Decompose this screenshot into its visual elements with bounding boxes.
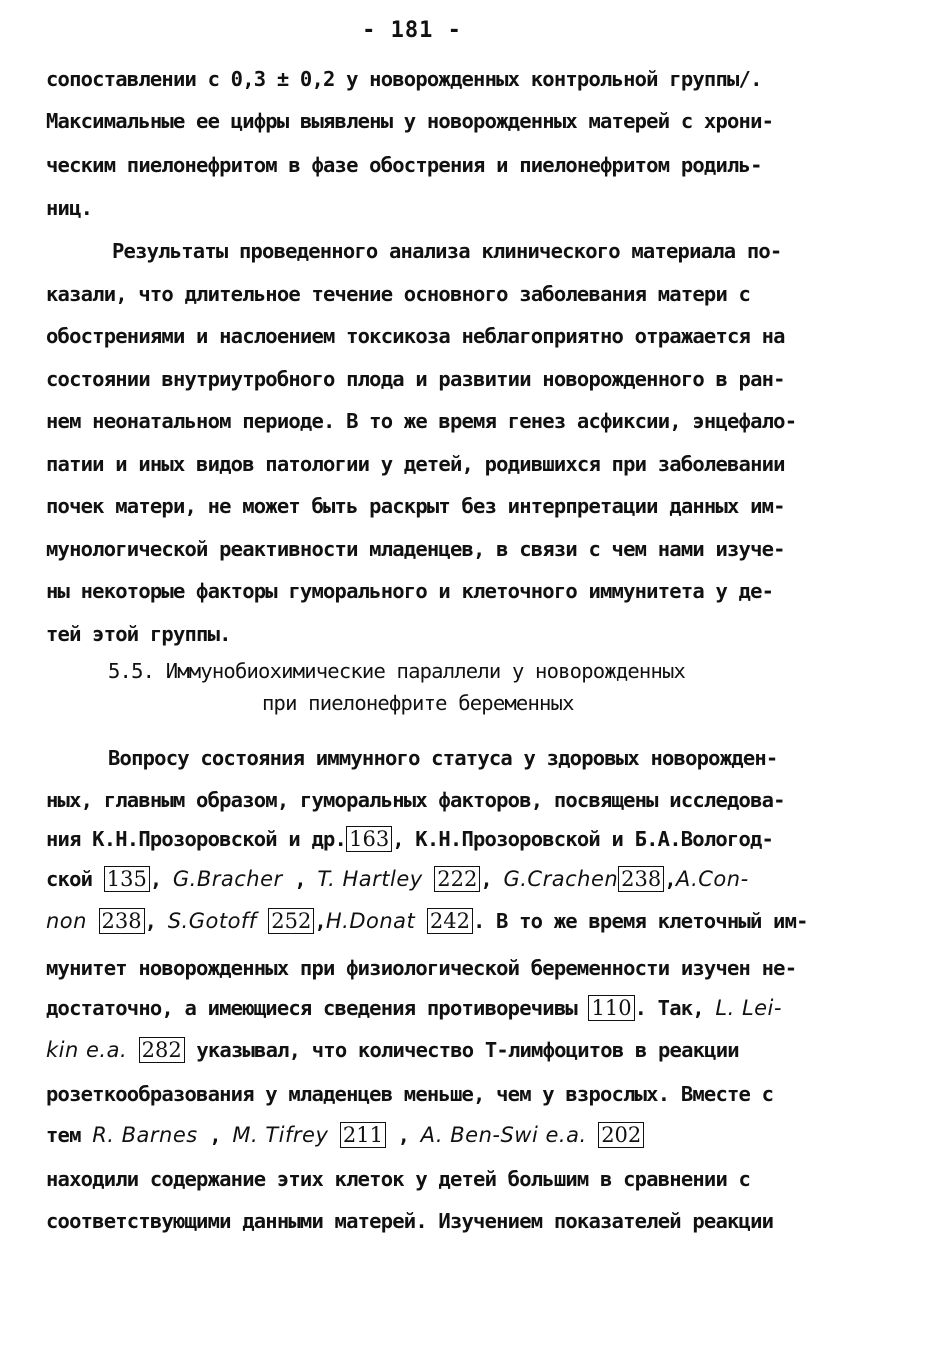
text-line: ческим пиелонефритом в фазе обострения и пиелонефритом родиль- — [46, 153, 762, 177]
text-segment: ской — [46, 867, 93, 891]
text-segment: , — [664, 867, 676, 891]
text-line: нем неонатальном периоде. В то же время генез асфиксии, энцефало- — [46, 409, 797, 433]
text-line: ниц. — [46, 196, 93, 220]
text-line: мунологической реактивности младенцев, в связи с чем нами изуче- — [46, 537, 785, 561]
citation-ref: 222 — [434, 866, 480, 892]
text-segment: . В то же время клеточный им- — [472, 909, 808, 933]
handwritten-author: A. Ben-Swi e.a. — [420, 1123, 587, 1147]
text-segment: , К.Н.Прозоровской и Б.А.Вологод- — [392, 827, 774, 851]
citation-ref: 135 — [104, 866, 150, 892]
text-line: находили содержание этих клеток у детей большим в сравнении с — [46, 1167, 751, 1191]
citation-ref: 211 — [340, 1122, 386, 1148]
text-line-citations — [46, 908, 808, 934]
text-segment: , — [397, 1123, 410, 1147]
text-segment: , — [209, 1123, 221, 1147]
text-line-citations — [46, 995, 782, 1021]
citation-ref: 252 — [268, 908, 314, 934]
text-line-citations — [46, 826, 773, 852]
citation-ref: 242 — [427, 908, 473, 934]
text-segment: ния К.Н.Прозоровской и др. — [46, 827, 347, 851]
handwritten-author: M. Tifrey — [232, 1123, 329, 1147]
text-line: соответствующими данными матерей. Изучением показателей реакции — [46, 1209, 774, 1233]
citation-ref: 238 — [618, 866, 664, 892]
text-line: состоянии внутриутробного плода и развитии новорожденного в ран- — [46, 367, 785, 391]
handwritten-author: T. Hartley — [317, 867, 423, 891]
text-segment: указывал, что количество Т-лимфоцитов в реакции — [196, 1038, 739, 1062]
text-line: ны некоторые факторы гуморального и клеточного иммунитета у де- — [46, 579, 774, 603]
text-line: казали, что длительное течение основного заболевания матери с — [46, 282, 751, 306]
text-line: почек матери, не может быть раскрыт без интерпретации данных им- — [46, 494, 785, 518]
page-number: - 181 - — [362, 18, 462, 43]
text-segment: , — [294, 867, 306, 891]
handwritten-author: L. Lei- — [715, 996, 782, 1020]
text-segment: тем — [46, 1123, 81, 1147]
text-segment: , — [144, 909, 157, 933]
paragraph-first-line: Результаты проведенного анализа клинического материала по- — [112, 239, 782, 263]
section-heading: 5.5. Иммунобиохимические параллели у новорожденных — [108, 659, 686, 683]
handwritten-author: A.Con- — [675, 867, 749, 891]
text-segment: достаточно, а имеющиеся сведения противоречивы — [46, 996, 577, 1020]
text-line-citations — [46, 1037, 739, 1063]
handwritten-author: S.Gotoff — [167, 909, 257, 933]
section-heading-cont: при пиелонефрите беременных — [262, 691, 574, 715]
citation-ref: 238 — [99, 908, 145, 934]
text-line-citations — [46, 1122, 644, 1148]
text-segment: . Так, — [634, 996, 704, 1020]
text-line: розеткообразования у младенцев меньше, чем у взрослых. Вместе с — [46, 1082, 774, 1106]
text-line: обострениями и наслоением токсикоза неблагоприятно отражается на — [46, 324, 785, 348]
citation-ref: 163 — [346, 826, 392, 852]
text-line: сопоставлении с 0,3 ± 0,2 у новорожденных контрольной группы/. — [46, 67, 762, 91]
text-line: патии и иных видов патологии у детей, родившихся при заболевании — [46, 452, 785, 476]
text-line: тей этой группы. — [46, 622, 231, 646]
citation-ref: 202 — [598, 1122, 644, 1148]
handwritten-author: G.Crachen — [503, 867, 619, 891]
text-segment: , — [480, 867, 492, 891]
text-line: мунитет новорожденных при физиологической беременности изучен не- — [46, 956, 797, 980]
handwritten-author: kin e.a. — [46, 1038, 128, 1062]
handwritten-author: H.Donat — [325, 909, 416, 933]
handwritten-author: G.Bracher — [172, 867, 283, 891]
handwritten-author: R. Barnes — [92, 1123, 198, 1147]
paragraph-first-line: Вопросу состояния иммунного статуса у здоровых новорожден- — [108, 746, 778, 770]
citation-ref: 110 — [588, 995, 634, 1021]
handwritten-author: non — [46, 909, 87, 933]
text-segment: , — [149, 867, 162, 891]
text-line: Максимальные ее цифры выявлены у новорожденных матерей с хрони- — [46, 109, 774, 133]
text-line: ных, главным образом, гуморальных факторов, посвящены исследова- — [46, 788, 785, 812]
citation-ref: 282 — [139, 1037, 185, 1063]
text-segment: , — [314, 909, 326, 933]
text-line-citations — [46, 866, 749, 892]
